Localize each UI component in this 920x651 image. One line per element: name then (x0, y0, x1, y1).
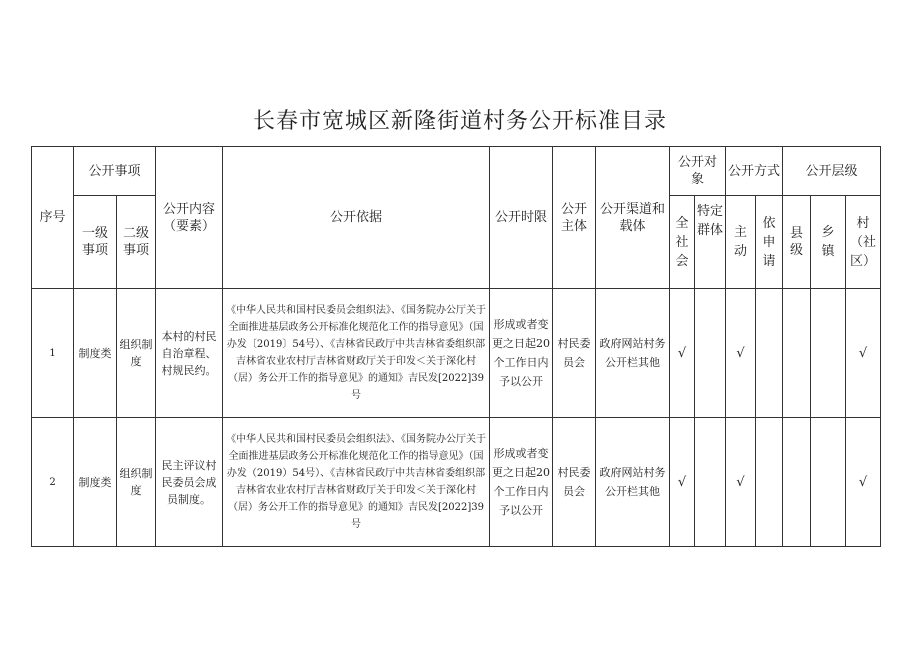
header-mode-request (756, 196, 783, 289)
catalog-table (31, 146, 881, 547)
row-mode-request (756, 418, 783, 547)
header-target-all (670, 196, 695, 289)
table-row (32, 418, 881, 547)
row-content: 民主评议村民委员会成员制度。 (156, 418, 223, 547)
header-seq: 序号 (32, 147, 74, 289)
header-basis: 公开依据 (223, 147, 490, 289)
row-level-county (783, 289, 811, 418)
table-row (32, 289, 881, 418)
header-target-group-label: 特定群体 (697, 204, 724, 238)
header-level: 公开层级 (783, 147, 881, 196)
header-level-town-label: 乡镇 (821, 225, 835, 259)
row-level-county (783, 418, 811, 547)
row-level-town (811, 289, 846, 418)
row-subject: 村民委员会 (553, 418, 596, 547)
row-channel: 政府网站村务公开栏其他 (596, 289, 670, 418)
header-subject: 公开主体 (553, 147, 596, 289)
row-target-all: √ (670, 289, 695, 418)
row-level-village: √ (846, 289, 881, 418)
row-mode-active: √ (726, 289, 756, 418)
header-item-level2: 二级事项 (117, 196, 156, 289)
row-seq: 2 (32, 418, 74, 547)
header-time-limit: 公开时限 (490, 147, 553, 289)
row-basis: 《中华人民共和国村民委员会组织法》、《国务院办公厅关于全面推进基层政务公开标准化规范化工作的指导意见》（国办发〔2019〕54号）、《吉林省民政厅中共吉林省委组织部吉林省农业农村厅吉林省财政厅关于印发＜关于深化村（居）务公开工作的指导意见》的通知》吉民发[2022]39号 (223, 289, 490, 418)
row-mode-active: √ (726, 418, 756, 547)
header-level-county: 县级 (783, 196, 811, 289)
header-channel: 公开渠道和载体 (596, 147, 670, 289)
row-basis: 《中华人民共和国村民委员会组织法》、《国务院办公厅关于全面推进基层政务公开标准化规范化工作的指导意见》（国办发（2019）54号）、《吉林省民政厅中共吉林省委组织部吉林省农业农村厅吉林省财政厅关于印发＜关于深化村（居）务公开工作的指导意见》的通知》吉民发[2022]39号 (223, 418, 490, 547)
header-mode: 公开方式 (726, 147, 783, 196)
header-mode-request-label: 依申请 (762, 215, 776, 269)
header-content: 公开内容（要素） (156, 147, 223, 289)
page-title: 长春市宽城区新隆街道村务公开标准目录 (252, 109, 667, 134)
row-time-limit: 形成或者变更之日起20个工作日内予以公开 (490, 289, 553, 418)
row-level1: 制度类 (74, 418, 117, 547)
header-level-town (811, 196, 846, 289)
header-target-all-label: 全社会 (675, 215, 689, 269)
row-subject: 村民委员会 (553, 289, 596, 418)
header-level-village-label: 村（社区） (849, 215, 876, 269)
header-mode-active (726, 196, 756, 289)
header-target: 公开对象 (670, 147, 726, 196)
header-level-village (846, 196, 881, 289)
row-level-town (811, 418, 846, 547)
row-level1: 制度类 (74, 289, 117, 418)
row-target-group (695, 418, 726, 547)
header-item-level1: 一级事项 (74, 196, 117, 289)
row-target-group (695, 289, 726, 418)
header-item: 公开事项 (74, 147, 156, 196)
row-level-village: √ (846, 418, 881, 547)
row-level2: 组织制度 (117, 418, 156, 547)
header-mode-active-label: 主动 (733, 225, 747, 259)
row-target-all: √ (670, 418, 695, 547)
header-row-1 (32, 147, 881, 196)
header-target-group (695, 196, 726, 289)
row-channel: 政府网站村务公开栏其他 (596, 418, 670, 547)
row-level2: 组织制度 (117, 289, 156, 418)
row-time-limit: 形成或者变更之日起20个工作日内予以公开 (490, 418, 553, 547)
row-content: 本村的村民自治章程、村规民约。 (156, 289, 223, 418)
row-mode-request (756, 289, 783, 418)
row-seq: 1 (32, 289, 74, 418)
